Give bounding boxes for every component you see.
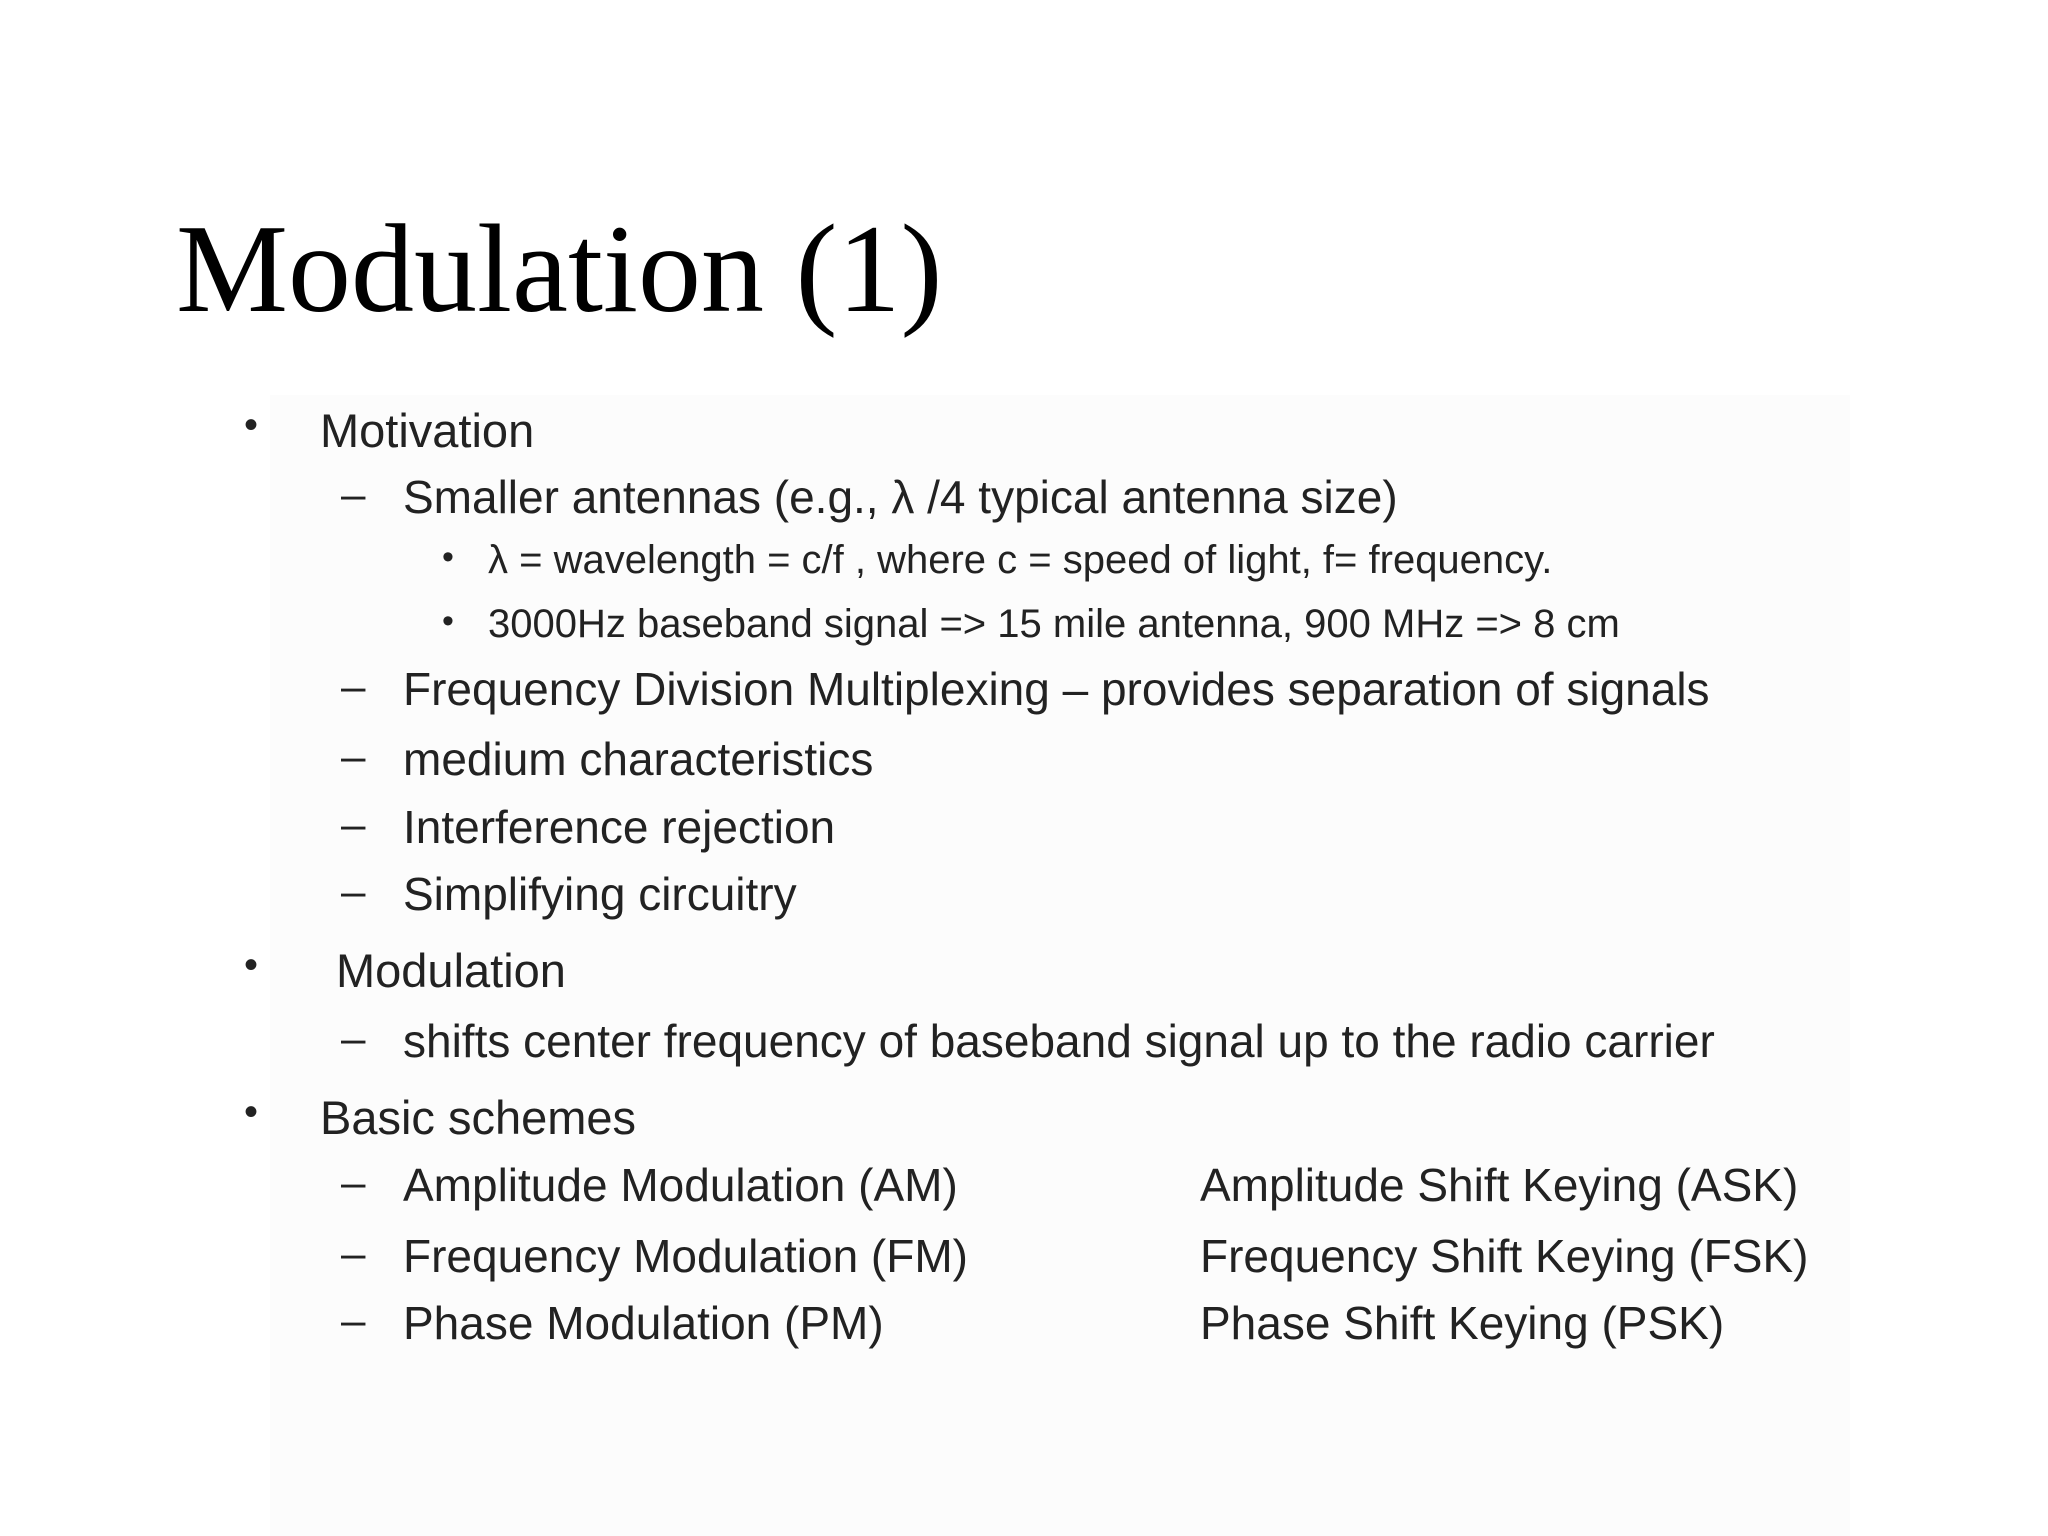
dash-marker: – bbox=[341, 1014, 366, 1063]
subbullet-shifts-center bbox=[341, 1014, 1715, 1068]
digital-scheme-fsk: Frequency Shift Keying (FSK) bbox=[1200, 1230, 1809, 1282]
bullet-marker: • bbox=[442, 538, 454, 576]
detail-label: 3000Hz baseband signal => 15 mile antenna, 900 MHz => 8 cm bbox=[488, 602, 1620, 646]
subbullet-label: Simplifying circuitry bbox=[403, 868, 797, 920]
digital-scheme-ask: Amplitude Shift Keying (ASK) bbox=[1200, 1159, 1799, 1211]
dash-marker: – bbox=[341, 800, 366, 849]
scheme-row-amplitude bbox=[341, 1158, 958, 1212]
scheme-row-phase bbox=[341, 1296, 884, 1350]
bullet-modulation-label: Modulation bbox=[336, 944, 566, 997]
digital-scheme-psk: Phase Shift Keying (PSK) bbox=[1200, 1297, 1725, 1349]
dash-marker: – bbox=[341, 732, 366, 781]
dash-marker: – bbox=[341, 1296, 366, 1345]
bullet-modulation bbox=[244, 943, 566, 998]
subbullet-fdm bbox=[341, 662, 1710, 716]
slide-title: Modulation (1) bbox=[176, 200, 943, 339]
subbullet-smaller-antennas bbox=[341, 470, 1398, 524]
bullet-marker: • bbox=[442, 602, 454, 640]
analog-scheme-label: Phase Modulation (PM) bbox=[403, 1297, 884, 1349]
bullet-marker: • bbox=[244, 943, 259, 987]
dash-marker: – bbox=[341, 867, 366, 916]
subbullet-label: Smaller antennas (e.g., λ /4 typical antenna size) bbox=[403, 471, 1398, 523]
subbullet-label: Frequency Division Multiplexing – provides separation of signals bbox=[403, 663, 1710, 715]
subbullet-label: medium characteristics bbox=[403, 733, 874, 785]
dash-marker: – bbox=[341, 1229, 366, 1278]
bullet-basic-schemes bbox=[244, 1090, 637, 1145]
subbullet-circuitry bbox=[341, 867, 797, 921]
subbullet-label: shifts center frequency of baseband signal up to the radio carrier bbox=[403, 1015, 1715, 1067]
dash-marker: – bbox=[341, 1158, 366, 1207]
detail-antenna-size bbox=[442, 602, 1620, 647]
detail-label: λ = wavelength = c/f , where c = speed of light, f= frequency. bbox=[488, 538, 1553, 582]
subbullet-medium bbox=[341, 732, 874, 786]
analog-scheme-label: Amplitude Modulation (AM) bbox=[403, 1159, 958, 1211]
dash-marker: – bbox=[341, 470, 366, 519]
bullet-marker: • bbox=[244, 1090, 259, 1134]
scheme-row-frequency bbox=[341, 1229, 968, 1283]
subbullet-interference bbox=[341, 800, 836, 854]
subbullet-label: Interference rejection bbox=[403, 801, 836, 853]
dash-marker: – bbox=[341, 662, 366, 711]
detail-wavelength bbox=[442, 538, 1553, 583]
bullet-marker: • bbox=[244, 403, 259, 447]
bullet-motivation bbox=[244, 403, 535, 458]
bullet-basic-schemes-label: Basic schemes bbox=[320, 1091, 637, 1144]
bullet-motivation-label: Motivation bbox=[320, 404, 535, 457]
analog-scheme-label: Frequency Modulation (FM) bbox=[403, 1230, 968, 1282]
